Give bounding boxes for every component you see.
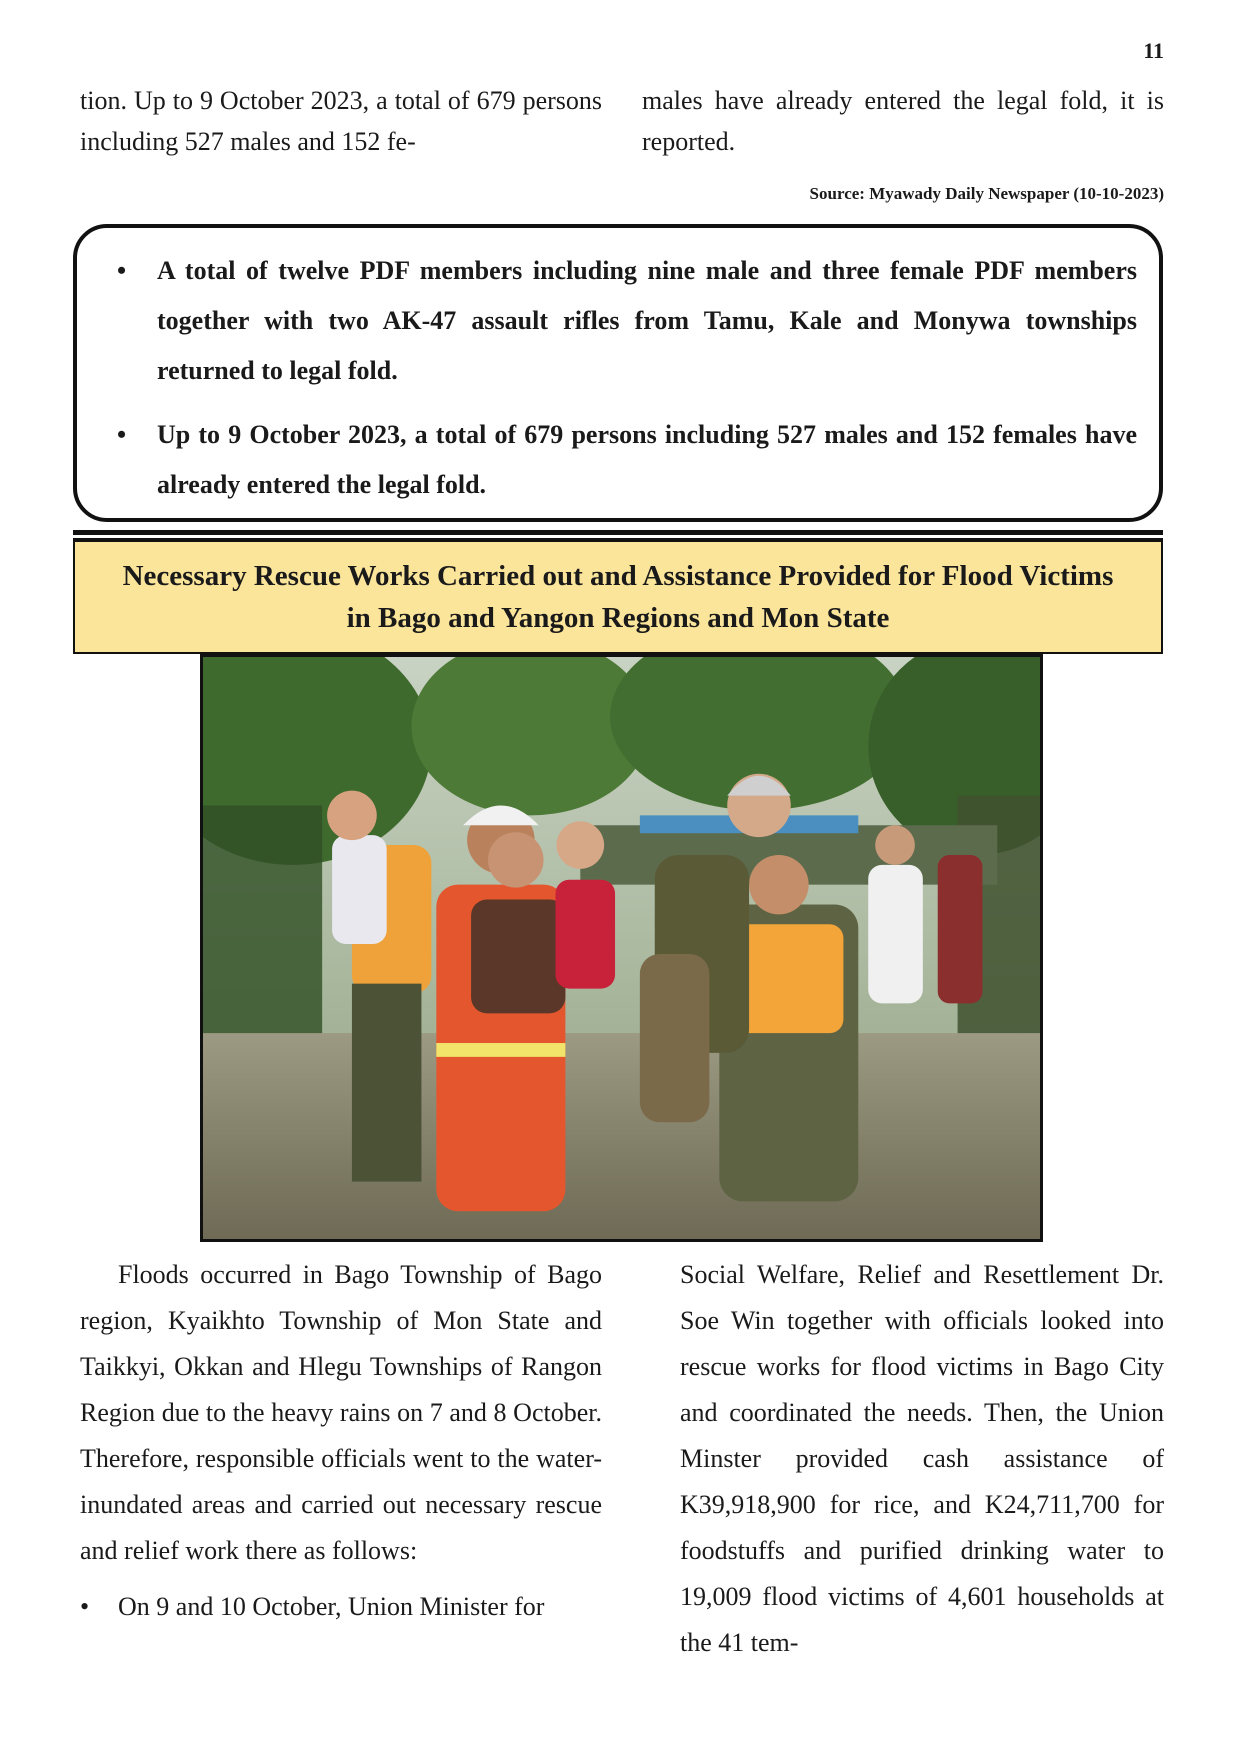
summary-list — [99, 246, 1137, 510]
summary-box — [73, 224, 1163, 522]
body-left-column — [80, 1252, 602, 1630]
body-left-bullet-text: On 9 and 10 October, Union Minister for — [118, 1592, 545, 1621]
article-headline — [73, 540, 1163, 654]
section-divider-thick — [73, 530, 1163, 535]
page-number: 11 — [1143, 38, 1164, 63]
flood-rescue-photo — [200, 654, 1043, 1242]
body-left-paragraph: Floods occurred in Bago Township of Bago region, Kyaikhto Township of Mon State and Taikkyi, Okkan and Hlegu Townships of Rangon Region due to the heavy rains on 7 and 8 October. Therefore, responsible officials went to the water-inundated areas and carried out necessary rescue and relief work there as follows: — [80, 1260, 602, 1565]
headline-line-2: in Bago and Yangon Regions and Mon State — [346, 602, 890, 634]
body-left-bullet — [80, 1584, 602, 1630]
bullet-icon: • — [117, 256, 127, 285]
body-right-column: Social Welfare, Relief and Resettlement Dr. Soe Win together with officials looked into rescue works for flood victims in Bago City and coordinated the needs. Then, the Union Minster provided cash assistance of K39,918,900 for rice, and K24,711,700 for foodstuffs and purified drinking water to 19,009 flood victims of 4,601 households at the 41 tem- — [680, 1260, 1164, 1657]
flood-rescue-photo-illustration — [203, 657, 1040, 1239]
top-column-right-text: males have already entered the legal fold, it is reported. — [642, 86, 1164, 156]
headline-line-1: Necessary Rescue Works Carried out and Assistance Provided for Flood Victims — [122, 560, 1114, 592]
summary-bullet-2-text: Up to 9 October 2023, a total of 679 persons including 527 males and 152 females have already entered the legal fold. — [157, 420, 1137, 499]
summary-bullet-1-text: A total of twelve PDF members including nine male and three female PDF members together with two AK-47 assault rifles from Tamu, Kale and Monywa townships returned to legal fold. — [157, 256, 1137, 385]
source-citation: Source: Myawady Daily Newspaper (10-10-2023) — [809, 184, 1164, 203]
bullet-icon: • — [80, 1592, 90, 1621]
top-column-left-text: tion. Up to 9 October 2023, a total of 679 persons including 527 males and 152 fe- — [80, 86, 602, 156]
summary-bullet-1 — [117, 246, 1137, 396]
summary-bullet-2 — [117, 410, 1137, 510]
bullet-icon: • — [117, 420, 127, 449]
